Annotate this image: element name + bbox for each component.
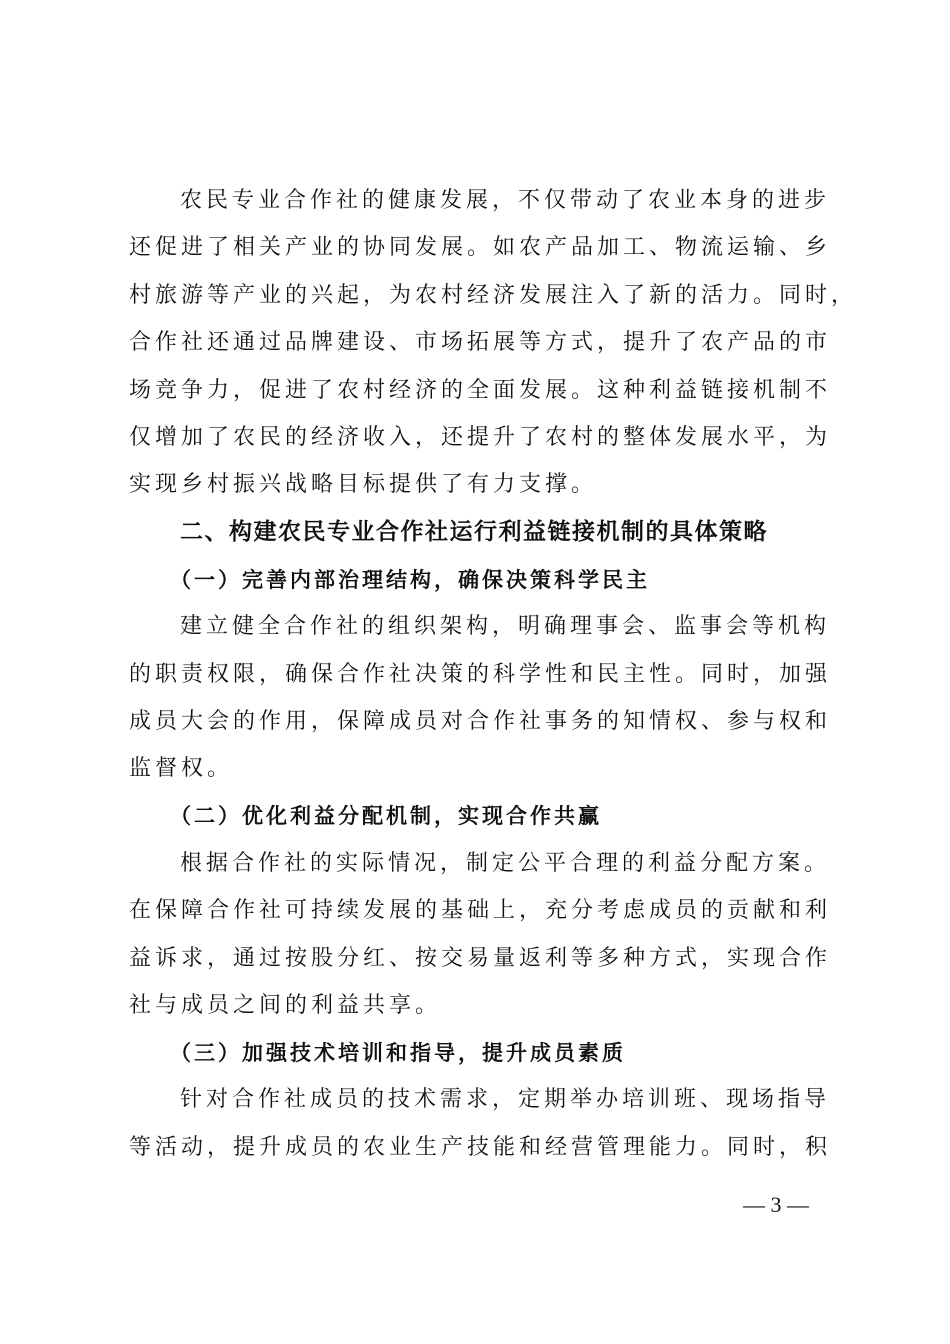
paragraph-line: 建立健全合作社的组织架构，明确理事会、监事会等机构 — [180, 614, 831, 639]
subsection-title: （三）加强技术培训和指导，提升成员素质 — [170, 1040, 626, 1065]
paragraph-line: 监督权。 — [129, 756, 234, 781]
paragraph-line: 农民专业合作社的健康发展，不仅带动了农业本身的进步 — [180, 188, 831, 213]
paragraph-line: 根据合作社的实际情况，制定公平合理的利益分配方案。 — [180, 851, 831, 876]
section-heading: 二、构建农民专业合作社运行利益链接机制的具体策略 — [180, 519, 768, 545]
paragraph-line: 仅增加了农民的经济收入，还提升了农村的整体发展水平，为 — [129, 425, 832, 450]
paragraph-line: 针对合作社成员的技术需求，定期举办培训班、现场指导 — [180, 1087, 831, 1112]
paragraph-line: 合作社还通过品牌建设、市场拓展等方式，提升了农产品的市 — [129, 330, 832, 355]
paragraph-line: 村旅游等产业的兴起，为农村经济发展注入了新的活力。同时， — [129, 283, 858, 308]
paragraph-line: 场竞争力，促进了农村经济的全面发展。这种利益链接机制不 — [129, 378, 832, 403]
subsection-title: （二）优化利益分配机制，实现合作共赢 — [170, 803, 602, 828]
subsection-title: （一）完善内部治理结构，确保决策科学民主 — [170, 567, 650, 592]
paragraph-line: 在保障合作社可持续发展的基础上，充分考虑成员的贡献和利 — [129, 898, 832, 923]
paragraph-line: 社与成员之间的利益共享。 — [129, 993, 442, 1018]
paragraph-line: 益诉求，通过按股分红、按交易量返利等多种方式，实现合作 — [129, 946, 832, 971]
paragraph-line: 还促进了相关产业的协同发展。如农产品加工、物流运输、乡 — [129, 235, 832, 260]
paragraph-line: 实现乡村振兴战略目标提供了有力支撑。 — [129, 472, 598, 497]
page-number: — 3 — — [743, 1192, 809, 1217]
paragraph-line: 成员大会的作用，保障成员对合作社事务的知情权、参与权和 — [129, 709, 832, 734]
paragraph-line: 的职责权限，确保合作社决策的科学性和民主性。同时，加强 — [129, 662, 832, 687]
paragraph-line: 等活动，提升成员的农业生产技能和经营管理能力。同时，积 — [129, 1135, 832, 1160]
